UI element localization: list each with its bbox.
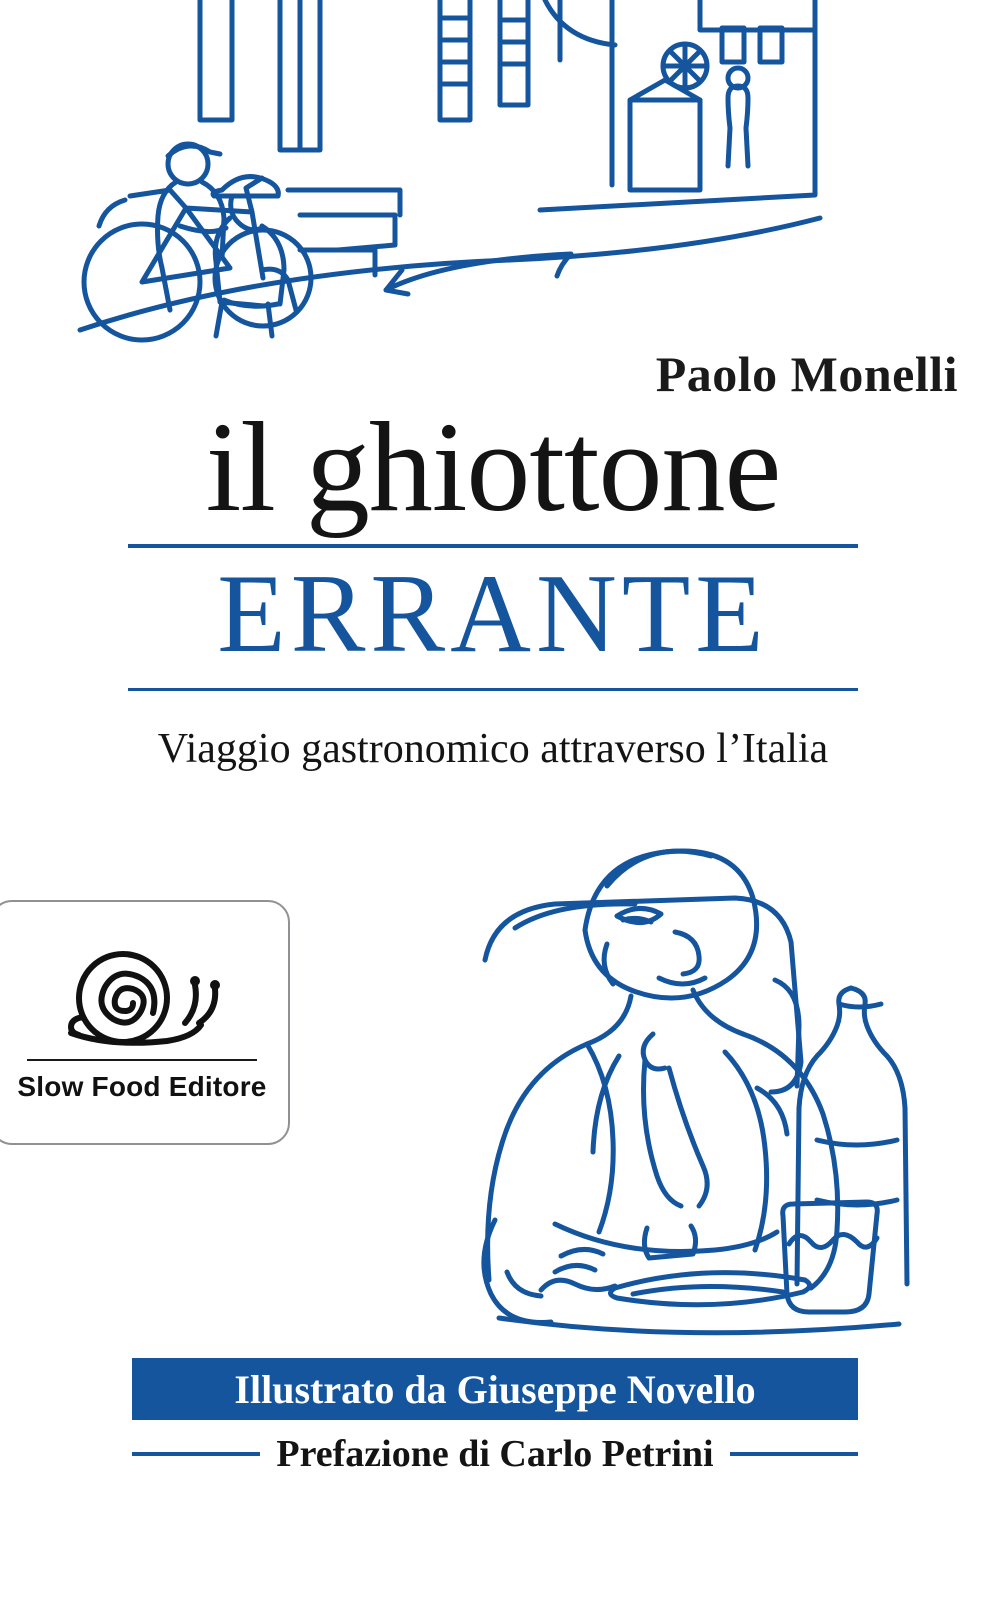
title-main: il ghiottone	[205, 396, 781, 538]
illustrator-banner	[132, 1358, 858, 1420]
preface-rule-right	[730, 1452, 858, 1456]
preface-row	[132, 1432, 858, 1476]
seated-diner-with-wine-bottle-illustration	[255, 820, 955, 1350]
author-name: Paolo Monelli	[655, 346, 958, 402]
title-divider-bottom	[128, 688, 858, 691]
street-scene-with-cyclist-illustration	[0, 0, 1000, 360]
title-block	[128, 396, 858, 773]
snail-icon	[57, 943, 227, 1053]
publisher-badge	[0, 900, 290, 1145]
publisher-inner	[10, 916, 274, 1129]
title-divider-top	[128, 544, 858, 548]
preface-rule-left	[132, 1452, 260, 1456]
preface-credit: Prefazione di Carlo Petrini	[276, 1433, 714, 1475]
subtitle: Viaggio gastronomico attraverso l’Italia	[157, 725, 829, 772]
publisher-name: Slow Food Editore	[17, 1070, 267, 1102]
illustrator-credit: Illustrato da Giuseppe Novello	[234, 1366, 756, 1412]
title-sub: ERRANTE	[217, 552, 769, 677]
publisher-divider	[27, 1059, 257, 1061]
